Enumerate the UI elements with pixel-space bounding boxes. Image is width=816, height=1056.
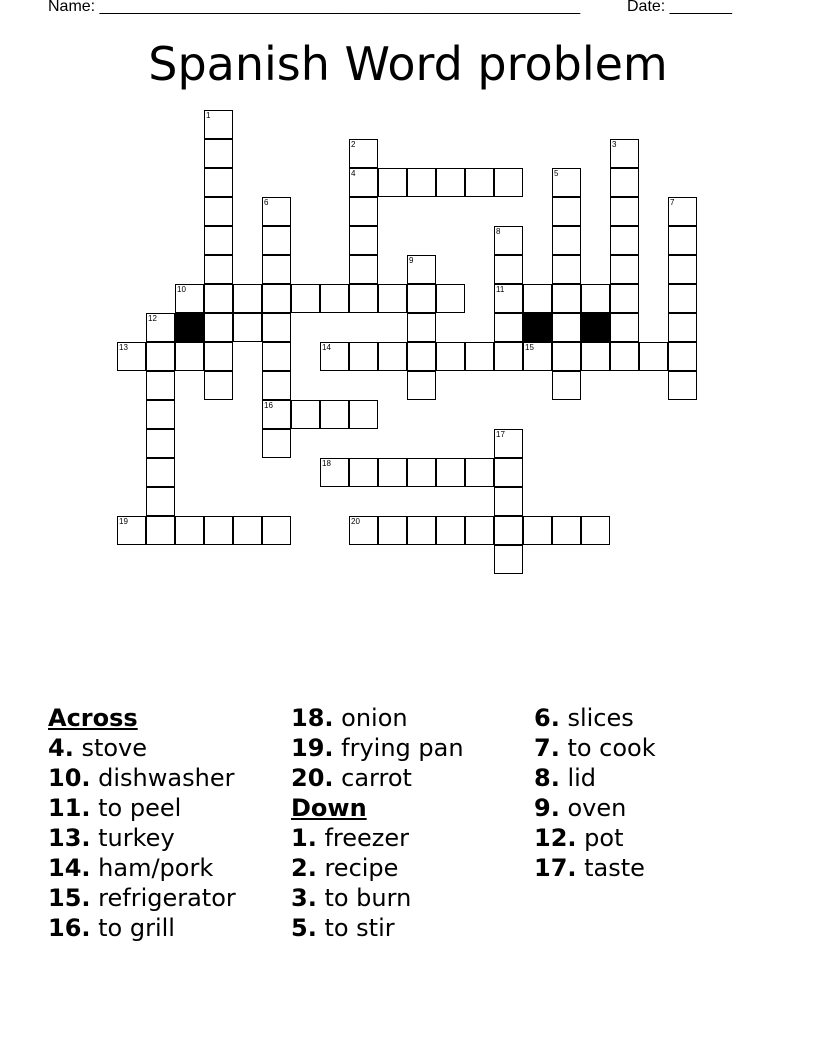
grid-cell[interactable] [262, 284, 291, 313]
clue-item [534, 793, 656, 823]
grid-cell[interactable] [552, 284, 581, 313]
grid-cell[interactable] [146, 371, 175, 400]
grid-cell[interactable] [552, 516, 581, 545]
grid-cell[interactable] [262, 429, 291, 458]
clue-number-label: 16. [48, 914, 91, 942]
grid-cell[interactable] [465, 458, 494, 487]
grid-cell[interactable] [523, 284, 552, 313]
clue-column-3 [534, 703, 656, 883]
grid-cell[interactable] [494, 255, 523, 284]
grid-cell[interactable] [175, 516, 204, 545]
grid-cell[interactable] [233, 284, 262, 313]
grid-cell[interactable] [494, 516, 523, 545]
grid-cell[interactable] [494, 458, 523, 487]
clue-item [291, 853, 464, 883]
clue-heading-across: Across [48, 704, 138, 732]
grid-cell[interactable] [436, 284, 465, 313]
clue-number: 16 [264, 401, 273, 410]
grid-cell[interactable] [262, 226, 291, 255]
grid-cell[interactable] [291, 284, 320, 313]
grid-cell[interactable] [581, 342, 610, 371]
grid-cell[interactable] [407, 458, 436, 487]
clue-item [48, 793, 236, 823]
clue-number-label: 2. [291, 854, 317, 882]
grid-cell[interactable] [204, 313, 233, 342]
grid-cell[interactable] [668, 313, 697, 342]
grid-cell[interactable] [436, 168, 465, 197]
grid-cell[interactable] [262, 342, 291, 371]
grid-cell[interactable] [175, 342, 204, 371]
grid-cell[interactable] [581, 516, 610, 545]
clue-number-label: 9. [534, 794, 560, 822]
grid-cell[interactable] [204, 255, 233, 284]
grid-cell[interactable] [204, 197, 233, 226]
clue-text: lid [559, 764, 597, 792]
grid-cell[interactable] [320, 400, 349, 429]
clue-text: oven [559, 794, 627, 822]
grid-cell[interactable] [349, 255, 378, 284]
clue-number-label: 13. [48, 824, 91, 852]
clue-item [48, 913, 236, 943]
grid-cell[interactable] [639, 342, 668, 371]
clue-number: 7 [670, 198, 675, 207]
grid-cell[interactable] [668, 255, 697, 284]
clue-number-label: 14. [48, 854, 91, 882]
clue-number: 13 [119, 343, 128, 352]
grid-cell[interactable] [378, 458, 407, 487]
grid-cell[interactable] [262, 516, 291, 545]
grid-cell[interactable] [378, 516, 407, 545]
clue-text: refrigerator [90, 884, 236, 912]
clue-number: 17 [496, 430, 505, 439]
grid-cell[interactable] [610, 342, 639, 371]
clue-item [534, 823, 656, 853]
grid-cell[interactable] [204, 168, 233, 197]
grid-cell[interactable] [494, 487, 523, 516]
grid-cell[interactable] [204, 226, 233, 255]
grid-cell[interactable] [146, 429, 175, 458]
grid-cell[interactable] [204, 284, 233, 313]
clue-number: 2 [351, 140, 356, 149]
grid-cell[interactable] [146, 458, 175, 487]
grid-cell[interactable] [610, 284, 639, 313]
grid-cell[interactable] [146, 342, 175, 371]
grid-cell[interactable] [407, 313, 436, 342]
grid-cell[interactable] [407, 342, 436, 371]
date-field-label: Date: _______ [627, 0, 732, 15]
clue-item [48, 883, 236, 913]
grid-cell[interactable] [233, 516, 262, 545]
clue-number: 11 [496, 285, 505, 294]
clue-text: taste [576, 854, 645, 882]
clue-item [534, 703, 656, 733]
grid-cell[interactable] [349, 226, 378, 255]
grid-cell[interactable] [204, 371, 233, 400]
clue-number-label: 3. [291, 884, 317, 912]
grid-cell[interactable] [668, 371, 697, 400]
grid-cell[interactable] [610, 168, 639, 197]
grid-cell[interactable] [378, 284, 407, 313]
clue-text: pot [576, 824, 624, 852]
grid-cell[interactable] [233, 313, 262, 342]
grid-cell[interactable] [436, 458, 465, 487]
grid-cell[interactable] [349, 342, 378, 371]
clue-number-label: 17. [534, 854, 577, 882]
clue-item [291, 763, 464, 793]
grid-cell[interactable] [494, 313, 523, 342]
clue-item [48, 823, 236, 853]
grid-cell[interactable] [407, 371, 436, 400]
clue-text: slices [559, 704, 634, 732]
grid-cell[interactable] [436, 516, 465, 545]
grid-cell[interactable] [523, 516, 552, 545]
clue-item [534, 853, 656, 883]
grid-cell[interactable] [668, 342, 697, 371]
clue-item [291, 883, 464, 913]
clue-number: 15 [525, 343, 534, 352]
grid-cell[interactable] [581, 284, 610, 313]
grid-cell[interactable] [262, 371, 291, 400]
grid-cell[interactable] [378, 342, 407, 371]
clue-text: to cook [559, 734, 656, 762]
grid-cell[interactable] [349, 197, 378, 226]
grid-cell[interactable] [436, 342, 465, 371]
clue-number: 18 [322, 459, 331, 468]
black-square [175, 313, 204, 342]
clue-text: ham/pork [90, 854, 214, 882]
clue-number: 20 [351, 517, 360, 526]
grid-cell[interactable] [146, 400, 175, 429]
black-square [523, 313, 552, 342]
clue-number-label: 15. [48, 884, 91, 912]
grid-cell[interactable] [349, 284, 378, 313]
clue-item [48, 733, 236, 763]
clue-item [48, 853, 236, 883]
grid-cell[interactable] [204, 139, 233, 168]
clue-text: stove [73, 734, 148, 762]
clue-number: 1 [206, 111, 211, 120]
clue-text: frying pan [333, 734, 464, 762]
grid-cell[interactable] [204, 516, 233, 545]
clue-number-label: 19. [291, 734, 334, 762]
grid-cell[interactable] [146, 516, 175, 545]
clue-number-label: 6. [534, 704, 560, 732]
clue-heading-down: Down [291, 794, 367, 822]
clue-number: 14 [322, 343, 331, 352]
clue-number-label: 5. [291, 914, 317, 942]
grid-cell[interactable] [378, 168, 407, 197]
grid-cell[interactable] [465, 168, 494, 197]
grid-cell[interactable] [349, 458, 378, 487]
grid-cell[interactable] [291, 400, 320, 429]
grid-cell[interactable] [668, 284, 697, 313]
clue-number-label: 7. [534, 734, 560, 762]
grid-cell[interactable] [465, 516, 494, 545]
clue-item [534, 763, 656, 793]
grid-cell[interactable] [552, 313, 581, 342]
clue-number-label: 10. [48, 764, 91, 792]
name-field-label: Name: ______________________________________________________ [48, 0, 581, 15]
clue-column-1 [48, 703, 236, 943]
grid-cell[interactable] [407, 284, 436, 313]
grid-cell[interactable] [552, 342, 581, 371]
clue-number: 3 [612, 140, 617, 149]
clue-number-label: 8. [534, 764, 560, 792]
clue-text: to stir [316, 914, 395, 942]
page-title: Spanish Word problem [148, 37, 668, 91]
grid-cell[interactable] [407, 516, 436, 545]
clue-number-label: 20. [291, 764, 334, 792]
clue-item [291, 913, 464, 943]
clue-text: to burn [316, 884, 412, 912]
grid-cell[interactable] [349, 400, 378, 429]
clue-number: 6 [264, 198, 269, 207]
clue-item [48, 763, 236, 793]
grid-cell[interactable] [552, 197, 581, 226]
clue-number-label: 12. [534, 824, 577, 852]
clue-number: 8 [496, 227, 501, 236]
grid-cell[interactable] [407, 168, 436, 197]
grid-cell[interactable] [610, 313, 639, 342]
grid-cell[interactable] [204, 342, 233, 371]
clue-number: 4 [351, 169, 356, 178]
clue-text: recipe [316, 854, 399, 882]
clue-item [291, 703, 464, 733]
clue-number-label: 18. [291, 704, 334, 732]
clue-item [291, 823, 464, 853]
clue-number: 9 [409, 256, 414, 265]
grid-cell[interactable] [552, 226, 581, 255]
clue-number: 10 [177, 285, 186, 294]
grid-cell[interactable] [668, 226, 697, 255]
grid-cell[interactable] [494, 545, 523, 574]
clue-number: 19 [119, 517, 128, 526]
clue-number: 5 [554, 169, 559, 178]
clue-item [291, 733, 464, 763]
clue-item [534, 733, 656, 763]
grid-cell[interactable] [262, 313, 291, 342]
clue-text: to peel [90, 794, 182, 822]
clue-text: carrot [333, 764, 412, 792]
grid-cell[interactable] [320, 284, 349, 313]
black-square [581, 313, 610, 342]
grid-cell[interactable] [262, 255, 291, 284]
clue-text: turkey [90, 824, 175, 852]
grid-cell[interactable] [465, 342, 494, 371]
clue-text: freezer [316, 824, 410, 852]
grid-cell[interactable] [610, 226, 639, 255]
clue-number: 12 [148, 314, 157, 323]
clue-text: to grill [90, 914, 175, 942]
grid-cell[interactable] [552, 371, 581, 400]
clue-number-label: 4. [48, 734, 74, 762]
clue-number-label: 11. [48, 794, 91, 822]
clue-text: dishwasher [90, 764, 235, 792]
clue-column-2 [291, 703, 464, 943]
clue-text: onion [333, 704, 408, 732]
grid-cell[interactable] [552, 255, 581, 284]
clue-number-label: 1. [291, 824, 317, 852]
grid-cell[interactable] [146, 487, 175, 516]
grid-cell[interactable] [610, 255, 639, 284]
grid-cell[interactable] [494, 168, 523, 197]
grid-cell[interactable] [494, 342, 523, 371]
grid-cell[interactable] [610, 197, 639, 226]
